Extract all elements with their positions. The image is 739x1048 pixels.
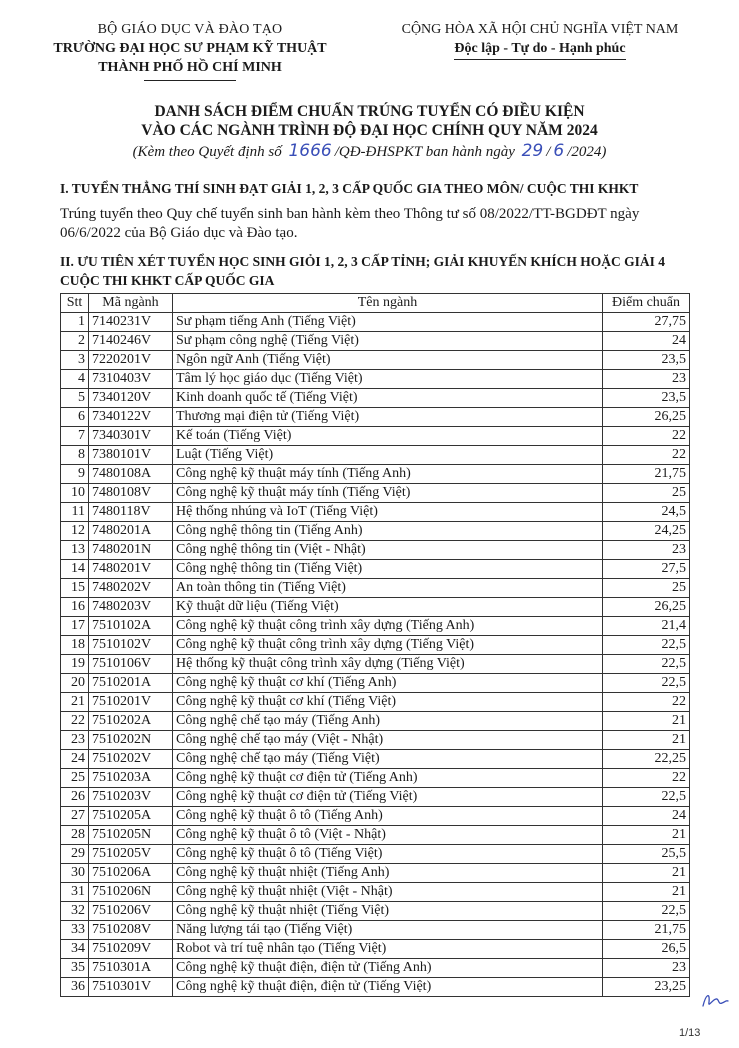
row-major-code: 7510205A <box>89 807 173 826</box>
row-cutoff-score: 21 <box>603 864 690 883</box>
table-row <box>61 712 690 731</box>
row-major-code: 7480118V <box>89 503 173 522</box>
row-stt: 31 <box>61 883 89 902</box>
table-row <box>61 560 690 579</box>
row-major-name: Tâm lý học giáo dục (Tiếng Việt) <box>173 370 603 389</box>
row-major-name: Công nghệ kỹ thuật cơ điện tử (Tiếng Việt) <box>173 788 603 807</box>
row-major-code: 7510106V <box>89 655 173 674</box>
decision-month: 6 <box>553 141 565 161</box>
row-stt: 20 <box>61 674 89 693</box>
table-row <box>61 883 690 902</box>
row-cutoff-score: 22,5 <box>603 902 690 921</box>
header-cutoff-score: Điểm chuẩn <box>603 294 690 313</box>
row-cutoff-score: 24 <box>603 332 690 351</box>
row-stt: 21 <box>61 693 89 712</box>
row-major-code: 7510206N <box>89 883 173 902</box>
row-major-name: Sư phạm tiếng Anh (Tiếng Việt) <box>173 313 603 332</box>
row-major-code: 7480202V <box>89 579 173 598</box>
row-cutoff-score: 22,5 <box>603 674 690 693</box>
row-stt: 24 <box>61 750 89 769</box>
row-cutoff-score: 27,5 <box>603 560 690 579</box>
row-cutoff-score: 25 <box>603 484 690 503</box>
row-cutoff-score: 24,25 <box>603 522 690 541</box>
row-major-code: 7510201A <box>89 674 173 693</box>
row-major-name: Hệ thống nhúng và IoT (Tiếng Việt) <box>173 503 603 522</box>
row-major-code: 7510201V <box>89 693 173 712</box>
table-row <box>61 465 690 484</box>
row-major-code: 7510202N <box>89 731 173 750</box>
ministry-name: BỘ GIÁO DỤC VÀ ĐÀO TẠO <box>97 22 283 37</box>
row-stt: 8 <box>61 446 89 465</box>
row-stt: 26 <box>61 788 89 807</box>
row-cutoff-score: 27,75 <box>603 313 690 332</box>
table-header-row <box>61 294 690 313</box>
row-stt: 28 <box>61 826 89 845</box>
decision-sep: / <box>546 144 551 160</box>
row-major-name: Thương mại điện tử (Tiếng Việt) <box>173 408 603 427</box>
row-major-name: Công nghệ kỹ thuật ô tô (Tiếng Việt) <box>173 845 603 864</box>
table-row <box>61 674 690 693</box>
ministry-header <box>40 20 340 81</box>
page-number: 1/13 <box>679 1027 701 1039</box>
signature-initial <box>700 990 730 1012</box>
row-cutoff-score: 23,5 <box>603 389 690 408</box>
row-major-code: 7510203A <box>89 769 173 788</box>
table-row <box>61 864 690 883</box>
row-major-code: 7510301A <box>89 959 173 978</box>
row-major-name: Sư phạm công nghệ (Tiếng Việt) <box>173 332 603 351</box>
national-header <box>360 20 720 60</box>
row-major-code: 7340301V <box>89 427 173 446</box>
row-major-name: Công nghệ kỹ thuật cơ khí (Tiếng Anh) <box>173 674 603 693</box>
row-stt: 14 <box>61 560 89 579</box>
row-major-name: Công nghệ chế tạo máy (Việt - Nhật) <box>173 731 603 750</box>
row-major-name: Công nghệ kỹ thuật nhiệt (Việt - Nhật) <box>173 883 603 902</box>
row-major-name: Công nghệ kỹ thuật điện, điện tử (Tiếng Anh) <box>173 959 603 978</box>
row-major-code: 7510208V <box>89 921 173 940</box>
row-major-code: 7480203V <box>89 598 173 617</box>
row-major-code: 7340122V <box>89 408 173 427</box>
row-cutoff-score: 23 <box>603 541 690 560</box>
row-cutoff-score: 22 <box>603 769 690 788</box>
row-major-name: Công nghệ thông tin (Việt - Nhật) <box>173 541 603 560</box>
row-stt: 34 <box>61 940 89 959</box>
row-major-name: Công nghệ chế tạo máy (Tiếng Việt) <box>173 750 603 769</box>
row-stt: 1 <box>61 313 89 332</box>
section-2-heading: II. ƯU TIÊN XÉT TUYỂN HỌC SINH GIỎI 1, 2, 3 CẤP TỈNH; GIẢI KHUYẾN KHÍCH HOẶC GIẢI 4 CUỘC THI KHKT CẤP QUỐC GIA <box>60 254 665 288</box>
row-cutoff-score: 24,5 <box>603 503 690 522</box>
row-major-code: 7480108A <box>89 465 173 484</box>
row-stt: 18 <box>61 636 89 655</box>
row-stt: 12 <box>61 522 89 541</box>
table-row <box>61 503 690 522</box>
row-major-code: 7480201A <box>89 522 173 541</box>
decision-reference <box>0 141 739 162</box>
row-major-name: Công nghệ kỹ thuật máy tính (Tiếng Anh) <box>173 465 603 484</box>
table-row <box>61 351 690 370</box>
table-row <box>61 598 690 617</box>
row-stt: 3 <box>61 351 89 370</box>
row-cutoff-score: 23,5 <box>603 351 690 370</box>
row-major-code: 7510102V <box>89 636 173 655</box>
row-major-name: Kế toán (Tiếng Việt) <box>173 427 603 446</box>
row-stt: 11 <box>61 503 89 522</box>
decision-middle: /QĐ-ĐHSPKT ban hành ngày <box>334 144 515 160</box>
decision-day: 29 <box>521 141 544 161</box>
row-cutoff-score: 26,5 <box>603 940 690 959</box>
row-stt: 15 <box>61 579 89 598</box>
row-major-code: 7510206V <box>89 902 173 921</box>
row-major-name: Luật (Tiếng Việt) <box>173 446 603 465</box>
row-cutoff-score: 21 <box>603 731 690 750</box>
row-stt: 13 <box>61 541 89 560</box>
row-major-code: 7510203V <box>89 788 173 807</box>
national-motto: Độc lập - Tự do - Hạnh phúc <box>454 39 625 60</box>
table-row <box>61 940 690 959</box>
row-major-name: Công nghệ thông tin (Tiếng Anh) <box>173 522 603 541</box>
row-major-code: 7140246V <box>89 332 173 351</box>
table-row <box>61 370 690 389</box>
row-cutoff-score: 22,25 <box>603 750 690 769</box>
section-1-text: Trúng tuyển theo Quy chế tuyển sinh ban hành kèm theo Thông tư số 08/2022/TT-BGDĐT ngày 06/6/2022 của Bộ Giáo dục và Đào tạo. <box>60 206 640 241</box>
university-city: THÀNH PHỐ HỒ CHÍ MINH <box>98 60 282 75</box>
row-stt: 9 <box>61 465 89 484</box>
table-row <box>61 693 690 712</box>
row-cutoff-score: 22,5 <box>603 636 690 655</box>
row-major-code: 7510209V <box>89 940 173 959</box>
row-major-name: Hệ thống kỹ thuật công trình xây dựng (Tiếng Việt) <box>173 655 603 674</box>
table-row <box>61 389 690 408</box>
table-row <box>61 579 690 598</box>
row-cutoff-score: 23 <box>603 370 690 389</box>
row-cutoff-score: 21 <box>603 712 690 731</box>
row-major-code: 7480201V <box>89 560 173 579</box>
table-row <box>61 522 690 541</box>
row-cutoff-score: 21 <box>603 826 690 845</box>
row-cutoff-score: 21,4 <box>603 617 690 636</box>
row-stt: 30 <box>61 864 89 883</box>
table-row <box>61 332 690 351</box>
row-cutoff-score: 25 <box>603 579 690 598</box>
row-major-code: 7340120V <box>89 389 173 408</box>
table-row <box>61 731 690 750</box>
admission-score-table <box>60 293 690 997</box>
row-cutoff-score: 21,75 <box>603 465 690 484</box>
decision-number: 1666 <box>288 141 332 161</box>
row-major-code: 7380101V <box>89 446 173 465</box>
row-stt: 35 <box>61 959 89 978</box>
table-row <box>61 484 690 503</box>
row-major-name: Công nghệ kỹ thuật cơ điện tử (Tiếng Anh) <box>173 769 603 788</box>
row-major-code: 7510202V <box>89 750 173 769</box>
row-stt: 19 <box>61 655 89 674</box>
row-stt: 22 <box>61 712 89 731</box>
table-row <box>61 446 690 465</box>
row-major-name: Kỹ thuật dữ liệu (Tiếng Việt) <box>173 598 603 617</box>
row-major-name: Công nghệ chế tạo máy (Tiếng Anh) <box>173 712 603 731</box>
row-cutoff-score: 21,75 <box>603 921 690 940</box>
row-stt: 10 <box>61 484 89 503</box>
table-row <box>61 750 690 769</box>
row-major-code: 7220201V <box>89 351 173 370</box>
row-stt: 7 <box>61 427 89 446</box>
row-major-name: Công nghệ kỹ thuật điện, điện tử (Tiếng Việt) <box>173 978 603 997</box>
row-stt: 6 <box>61 408 89 427</box>
row-major-name: Công nghệ kỹ thuật công trình xây dựng (Tiếng Việt) <box>173 636 603 655</box>
row-major-code: 7310403V <box>89 370 173 389</box>
row-stt: 5 <box>61 389 89 408</box>
row-cutoff-score: 23 <box>603 959 690 978</box>
table-row <box>61 313 690 332</box>
decision-suffix: /2024) <box>567 144 607 160</box>
table-row <box>61 617 690 636</box>
section-1-heading: I. TUYỂN THẲNG THÍ SINH ĐẠT GIẢI 1, 2, 3 CẤP QUỐC GIA THEO MÔN/ CUỘC THI KHKT <box>60 181 639 196</box>
table-row <box>61 978 690 997</box>
row-major-name: Robot và trí tuệ nhân tạo (Tiếng Việt) <box>173 940 603 959</box>
row-cutoff-score: 22,5 <box>603 788 690 807</box>
table-row <box>61 921 690 940</box>
row-stt: 17 <box>61 617 89 636</box>
row-cutoff-score: 26,25 <box>603 408 690 427</box>
row-major-name: Ngôn ngữ Anh (Tiếng Việt) <box>173 351 603 370</box>
header-major-name: Tên ngành <box>173 294 603 313</box>
table-row <box>61 769 690 788</box>
row-stt: 2 <box>61 332 89 351</box>
title-line-2: VÀO CÁC NGÀNH TRÌNH ĐỘ ĐẠI HỌC CHÍNH QUY NĂM 2024 <box>141 122 598 139</box>
table-row <box>61 902 690 921</box>
row-major-name: Công nghệ kỹ thuật nhiệt (Tiếng Anh) <box>173 864 603 883</box>
row-cutoff-score: 21 <box>603 883 690 902</box>
row-stt: 36 <box>61 978 89 997</box>
row-major-name: Công nghệ kỹ thuật máy tính (Tiếng Việt) <box>173 484 603 503</box>
university-name: TRƯỜNG ĐẠI HỌC SƯ PHẠM KỸ THUẬT <box>53 41 327 56</box>
row-major-name: Công nghệ kỹ thuật ô tô (Việt - Nhật) <box>173 826 603 845</box>
row-major-name: Công nghệ kỹ thuật nhiệt (Tiếng Việt) <box>173 902 603 921</box>
header-major-code: Mã ngành <box>89 294 173 313</box>
row-major-code: 7480108V <box>89 484 173 503</box>
row-major-name: Kinh doanh quốc tế (Tiếng Việt) <box>173 389 603 408</box>
row-major-name: Năng lượng tái tạo (Tiếng Việt) <box>173 921 603 940</box>
row-cutoff-score: 22 <box>603 693 690 712</box>
row-major-code: 7510206A <box>89 864 173 883</box>
row-stt: 25 <box>61 769 89 788</box>
decision-prefix: (Kèm theo Quyết định số <box>132 144 282 160</box>
table-row <box>61 845 690 864</box>
row-stt: 27 <box>61 807 89 826</box>
row-major-name: Công nghệ kỹ thuật cơ khí (Tiếng Việt) <box>173 693 603 712</box>
table-row <box>61 655 690 674</box>
table-row <box>61 427 690 446</box>
row-major-name: An toàn thông tin (Tiếng Việt) <box>173 579 603 598</box>
row-major-code: 7510301V <box>89 978 173 997</box>
table-row <box>61 636 690 655</box>
row-cutoff-score: 23,25 <box>603 978 690 997</box>
row-major-code: 7510205V <box>89 845 173 864</box>
table-row <box>61 959 690 978</box>
row-major-name: Công nghệ kỹ thuật công trình xây dựng (Tiếng Anh) <box>173 617 603 636</box>
row-stt: 32 <box>61 902 89 921</box>
row-major-code: 7510205N <box>89 826 173 845</box>
row-stt: 29 <box>61 845 89 864</box>
row-stt: 23 <box>61 731 89 750</box>
table-row <box>61 788 690 807</box>
table-body <box>61 313 690 997</box>
table-row <box>61 408 690 427</box>
row-major-code: 7140231V <box>89 313 173 332</box>
row-stt: 16 <box>61 598 89 617</box>
row-major-code: 7510102A <box>89 617 173 636</box>
table-row <box>61 826 690 845</box>
table-row <box>61 807 690 826</box>
row-stt: 33 <box>61 921 89 940</box>
row-major-name: Công nghệ thông tin (Tiếng Việt) <box>173 560 603 579</box>
row-major-name: Công nghệ kỹ thuật ô tô (Tiếng Anh) <box>173 807 603 826</box>
title-line-1: DANH SÁCH ĐIỂM CHUẨN TRÚNG TUYỂN CÓ ĐIỀU KIỆN <box>154 103 585 120</box>
table-row <box>61 541 690 560</box>
row-cutoff-score: 22 <box>603 446 690 465</box>
row-cutoff-score: 22,5 <box>603 655 690 674</box>
row-stt: 4 <box>61 370 89 389</box>
row-cutoff-score: 25,5 <box>603 845 690 864</box>
row-cutoff-score: 24 <box>603 807 690 826</box>
country-name: CỘNG HÒA XÃ HỘI CHỦ NGHĨA VIỆT NAM <box>401 22 679 37</box>
header-stt: Stt <box>61 294 89 313</box>
header-underline <box>144 80 236 81</box>
row-major-code: 7480201N <box>89 541 173 560</box>
row-cutoff-score: 26,25 <box>603 598 690 617</box>
row-major-code: 7510202A <box>89 712 173 731</box>
document-title <box>0 102 739 140</box>
row-cutoff-score: 22 <box>603 427 690 446</box>
